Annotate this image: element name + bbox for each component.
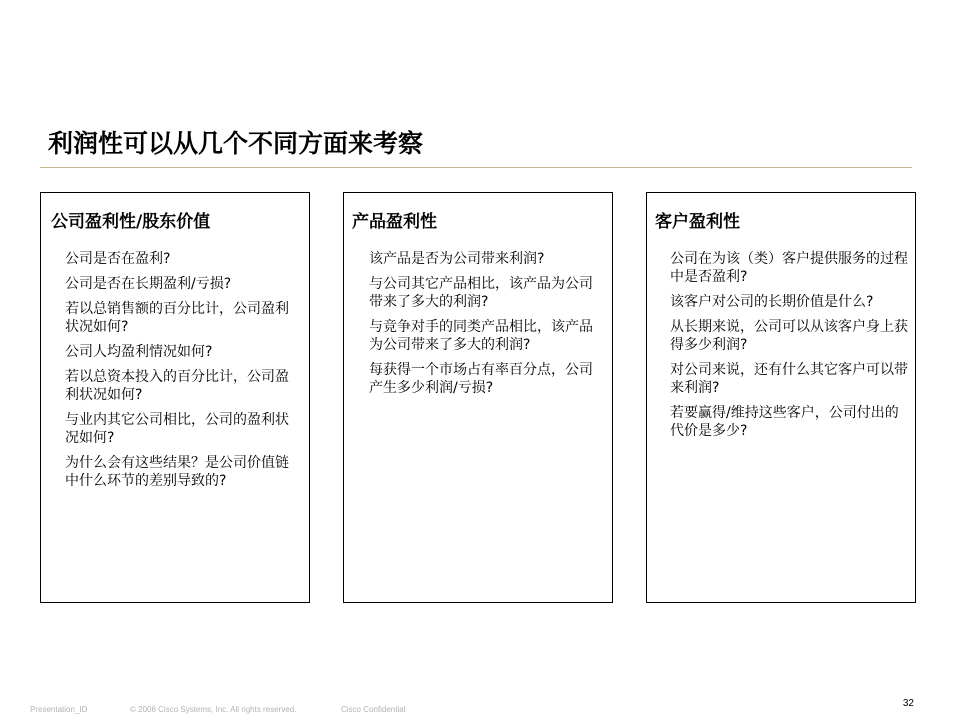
panel-heading: 产品盈利性 [352, 212, 437, 232]
question-item: 与业内其它公司相比，公司的盈利状况如何? [65, 412, 289, 446]
question-item: 与竞争对手的同类产品相比，该产品为公司带来了多大的利润? [369, 319, 593, 353]
panel-product-profitability [343, 192, 613, 603]
title-divider [40, 167, 912, 168]
footer-copyright: © 2006 Cisco Systems, Inc. All rights reserved. [130, 705, 297, 714]
question-item: 与公司其它产品相比，该产品为公司带来了多大的利润? [369, 276, 593, 310]
slide-title: 利润性可以从几个不同方面来考察 [48, 129, 424, 158]
question-item: 公司在为该（类）客户提供服务的过程中是否盈利? [670, 251, 908, 285]
question-item: 为什么会有这些结果？是公司价值链中什么环节的差别导致的? [65, 455, 289, 489]
panel-heading: 公司盈利性/股东价值 [51, 212, 211, 232]
panel-heading: 客户盈利性 [655, 212, 740, 232]
footer-presentation-id: Presentation_ID [30, 705, 88, 714]
panel-customer-profitability [646, 192, 916, 603]
question-item: 若要赢得/维持这些客户，公司付出的代价是多少? [670, 405, 899, 439]
question-list [65, 250, 297, 497]
panel-company-profitability [40, 192, 310, 603]
question-item: 该产品是否为公司带来利润? [369, 251, 545, 267]
footer-confidential: Cisco Confidential [341, 705, 406, 714]
question-list [670, 250, 908, 447]
question-item: 公司是否在长期盈利/亏损? [65, 276, 232, 292]
question-item: 公司人均盈利情况如何? [65, 344, 213, 360]
question-item: 该客户对公司的长期价值是什么? [670, 294, 874, 310]
question-item: 若以总销售额的百分比计，公司盈利状况如何? [65, 301, 289, 335]
question-item: 公司是否在盈利? [65, 251, 171, 267]
question-item: 从长期来说，公司可以从该客户身上获得多少利润? [670, 319, 908, 353]
question-item: 对公司来说，还有什么其它客户可以带来利润? [670, 362, 908, 396]
question-item: 若以总资本投入的百分比计，公司盈利状况如何? [65, 369, 289, 403]
question-list [369, 250, 605, 404]
page-number: 32 [902, 698, 914, 709]
question-item: 每获得一个市场占有率百分点，公司产生多少利润/亏损? [369, 362, 593, 396]
